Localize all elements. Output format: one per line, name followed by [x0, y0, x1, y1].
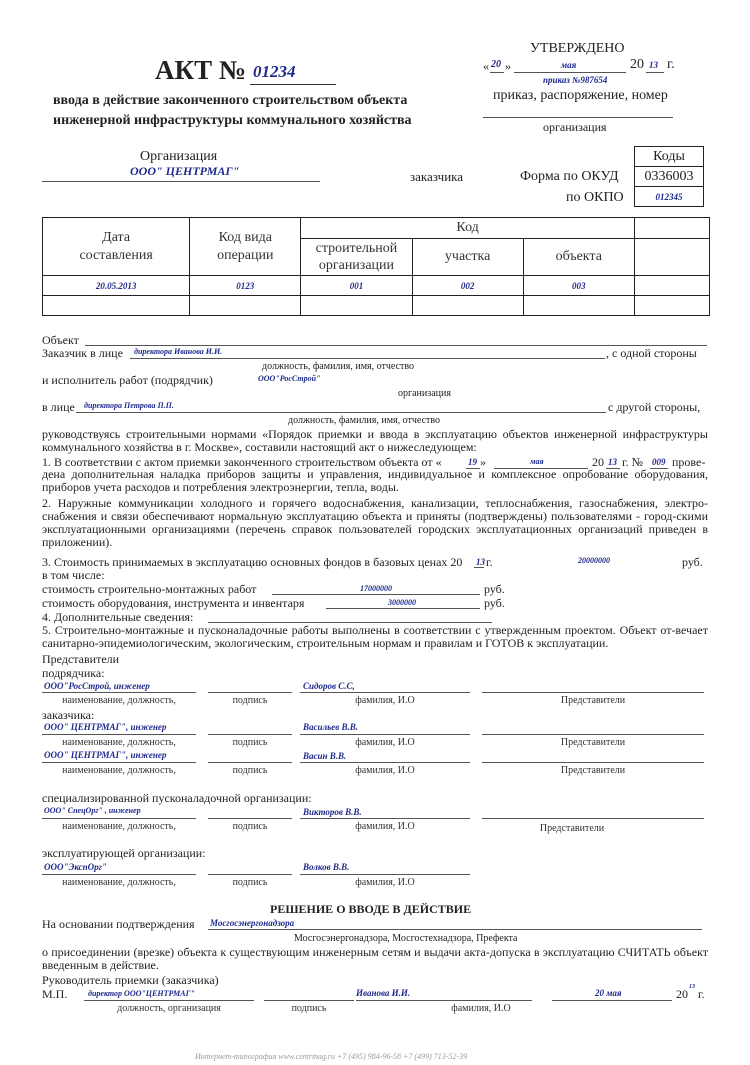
- p4-label: 4. Дополнительные сведения:: [42, 610, 194, 624]
- including-label: в том числе:: [42, 568, 105, 582]
- th-extra: [634, 218, 709, 239]
- sig-line: [300, 874, 470, 875]
- customer-rep-line: [130, 358, 605, 359]
- okud-value[interactable]: 0336003: [635, 167, 704, 187]
- th-construction-org: [301, 239, 412, 276]
- p3-year-suffix: г.: [486, 555, 493, 569]
- cell-date[interactable]: [43, 276, 190, 296]
- cell-empty[interactable]: [634, 296, 709, 316]
- sig-line[interactable]: [264, 1000, 354, 1001]
- approval-day-line: [490, 72, 504, 73]
- th-op-code-label: Код вида операции: [217, 229, 274, 263]
- organization-label: Организация: [140, 149, 218, 164]
- operating-fio[interactable]: Волков В.В.: [303, 862, 350, 872]
- operating-label: эксплуатирующей организации:: [42, 846, 206, 860]
- caption-signature: подпись: [232, 695, 268, 706]
- table-row-empty: [43, 296, 710, 316]
- act-label: АКТ №: [155, 55, 246, 85]
- p3-total[interactable]: 20000000: [578, 556, 610, 565]
- object-label: Объект: [42, 333, 79, 347]
- th-date-label: Дата составления: [79, 229, 153, 263]
- cell-empty[interactable]: [43, 296, 190, 316]
- head-year-prefix: 20: [676, 987, 688, 1001]
- approval-day[interactable]: 20: [491, 59, 501, 70]
- commissioning-fio[interactable]: Викторов В.В.: [303, 807, 362, 817]
- caption-reps: Представители: [560, 695, 626, 706]
- contractor-label: и исполнитель работ (подрядчик): [42, 373, 213, 387]
- caption-fio: фамилия, И.О: [451, 1003, 511, 1014]
- sig-line: [300, 762, 470, 763]
- operating-org[interactable]: ООО"ЭкспОрг": [44, 862, 107, 872]
- p1-cont-head: прове-: [672, 455, 706, 469]
- p1-year[interactable]: 13: [608, 457, 617, 467]
- cell-empty[interactable]: [190, 296, 301, 316]
- approval-year-suffix: г.: [667, 57, 675, 72]
- cell-empty[interactable]: [412, 296, 523, 316]
- customer-label: заказчика: [410, 169, 464, 184]
- commissioning-label: специализированной пусконаладочной организации:: [42, 791, 312, 805]
- contractor-rep-label: подрядчика:: [42, 666, 105, 680]
- approval-month-line: [514, 72, 626, 73]
- th-code-group: Код: [301, 218, 634, 239]
- equip-value[interactable]: 3000000: [388, 598, 416, 607]
- contractor-rep-org[interactable]: ООО"РосСтрой, инженер: [44, 681, 150, 691]
- cell-site[interactable]: [412, 276, 523, 296]
- caption-fio: фамилия, И.О: [355, 765, 415, 776]
- approval-title: УТВЕРЖДЕНО: [530, 41, 625, 56]
- approval-year-line: [646, 72, 664, 73]
- okpo-value-text: 012345: [655, 191, 683, 202]
- stamp-label: М.П.: [42, 987, 68, 1001]
- codes-table: [634, 146, 704, 207]
- p2-paragraph: 2. Наружные коммуникации холодного и горячего водоснабжения, канализации, теплоснабжения, газоснабжения, электро-снабжения и связи обеспечивают нормальную эксплуатацию объекта и приняты (подтверждены) пользователями - город-скими эксплуатационными организациями (перечень справок пользователей городских эксплуатационных организаций приведен в приложении).: [42, 496, 708, 549]
- approval-month[interactable]: мая: [561, 60, 577, 70]
- cell-date-text: 20.05.2013: [95, 280, 137, 291]
- sig-line[interactable]: [482, 734, 704, 735]
- th-site: участка: [412, 239, 523, 276]
- p1-month[interactable]: мая: [530, 457, 544, 466]
- p1-day-close: »: [480, 455, 486, 469]
- sig-line: [42, 874, 196, 875]
- smr-value[interactable]: 17000000: [360, 584, 392, 593]
- caption-reps: Представители: [539, 823, 605, 834]
- commissioning-org[interactable]: ООО" СпецОрг" , инженер: [44, 806, 141, 815]
- decision-basis-caption: Мосгосэнергонадзора, Мосгостехнадзора, Префекта: [294, 933, 518, 944]
- caption-position: должность, организация: [117, 1003, 221, 1014]
- p1-rest: дена дополнительная наладка приборов защиты и управления, индивидуальное и комплексное опробование оборудования, приборов учета расходов и потребления электроэнергии, тепла, воды.: [42, 467, 708, 494]
- approval-org-caption: организация: [543, 120, 607, 134]
- customer-rep-fio-2[interactable]: Васин В.В.: [303, 751, 347, 761]
- cell-op-code[interactable]: [190, 276, 301, 296]
- equip-label: стоимость оборудования, инструмента и инвентаря: [42, 596, 305, 610]
- approval-order[interactable]: приказ №987654: [543, 75, 608, 85]
- sig-line: [84, 1000, 254, 1001]
- smr-label: стоимость строительно-монтажных работ: [42, 582, 257, 596]
- decision-text: о присоединении (врезке) объекта к существующим инженерным сетям и выдачи акта-допуска в эксплуатацию СЧИТАТЬ объект введенным в действие.: [42, 945, 708, 972]
- rep-value[interactable]: директора Петрова П.П.: [84, 401, 174, 410]
- sig-line: [300, 692, 470, 693]
- sig-line[interactable]: [208, 692, 292, 693]
- decision-title: РЕШЕНИЕ О ВВОДЕ В ДЕЙСТВИЕ: [270, 902, 472, 916]
- sig-line: [42, 692, 196, 693]
- approval-year[interactable]: 13: [649, 60, 658, 70]
- rep-label: в лице: [42, 400, 75, 414]
- sig-line: [42, 818, 196, 819]
- footer-text: Интернет-типография www.centrmag.ru +7 (495) 984-96-58 +7 (499) 713-52-39: [195, 1052, 468, 1061]
- caption-fio: фамилия, И.О: [355, 877, 415, 888]
- okpo-value[interactable]: [635, 187, 704, 207]
- approval-order-caption: приказ, распоряжение, номер: [493, 88, 668, 103]
- codes-main-table: [42, 217, 710, 316]
- cell-construction-org[interactable]: [301, 276, 412, 296]
- th-construction-org-label: строительной организации: [315, 241, 398, 273]
- caption-name: наименование, должность,: [62, 877, 176, 888]
- cell-empty[interactable]: [301, 296, 412, 316]
- caption-reps: Представители: [560, 737, 626, 748]
- head-position[interactable]: директор ООО"ЦЕНТРМАГ": [88, 989, 195, 998]
- cell-object[interactable]: [523, 276, 634, 296]
- act-subtitle-line2: инженерной инфраструктуры коммунального хозяйства: [53, 113, 412, 128]
- rep-line: [76, 412, 606, 413]
- caption-reps: Представители: [560, 765, 626, 776]
- okpo-label: по ОКПО: [566, 190, 624, 205]
- customer-rep-org-1[interactable]: ООО" ЦЕНТРМАГ", инженер: [44, 722, 167, 732]
- caption-signature: подпись: [232, 765, 268, 776]
- caption-name: наименование, должность,: [62, 737, 176, 748]
- equip-line: [326, 608, 480, 609]
- sig-line[interactable]: [208, 874, 292, 875]
- p1-start: 1. В соответствии с актом приемки законченного строительством объекта от «: [42, 455, 442, 469]
- smr-currency: руб.: [484, 582, 505, 596]
- contractor-caption: организация: [398, 388, 451, 399]
- caption-name: наименование, должность,: [62, 765, 176, 776]
- rep-suffix: с другой стороны,: [608, 400, 701, 414]
- cell-object-text: 003: [572, 280, 586, 291]
- sig-line[interactable]: [208, 734, 292, 735]
- approval-day-close: »: [505, 59, 511, 73]
- th-op-code: [190, 218, 301, 276]
- approval-year-prefix: 20: [630, 57, 644, 72]
- customer-rep-org-2[interactable]: ООО" ЦЕНТРМАГ", инженер: [44, 750, 167, 760]
- p5-paragraph: 5. Строительно-монтажные и пусконаладочные работы выполнены в соответствии с утвержденным проектом. Объект от-вечает санитарно-эпидемиологическим, экологическим, строительным нормам и правилам и ГОТОВ к эксплуатации.: [42, 623, 708, 650]
- caption-signature: подпись: [232, 877, 268, 888]
- th-date: [43, 218, 190, 276]
- sig-line[interactable]: [482, 692, 704, 693]
- p3-year-line: [474, 567, 484, 568]
- customer-rep-suffix: , с одной стороны: [606, 346, 697, 360]
- rep-caption: должность, фамилия, имя, отчество: [288, 415, 441, 426]
- approval-day-open: «: [483, 59, 489, 73]
- cell-op-code-text: 0123: [236, 280, 255, 291]
- equip-currency: руб.: [484, 596, 505, 610]
- approval-org-line: [483, 117, 673, 118]
- head-date[interactable]: 20 мая: [595, 988, 622, 998]
- head-year[interactable]: 13: [689, 984, 695, 990]
- p1-num-label: г. №: [622, 455, 644, 469]
- smr-line: [272, 594, 480, 595]
- head-year-suffix: г.: [698, 987, 705, 1001]
- sig-line: [300, 734, 470, 735]
- table-row: [43, 276, 710, 296]
- organization-value[interactable]: ООО" ЦЕНТРМАГ": [130, 164, 240, 178]
- okud-label: Форма по ОКУД: [520, 169, 619, 184]
- act-subtitle-line1: ввода в действие законченного строительством объекта: [53, 93, 408, 108]
- contractor-rep-fio[interactable]: Сидоров С.С,: [303, 681, 355, 691]
- sig-line: [42, 762, 196, 763]
- customer-rep-caption: должность, фамилия, имя, отчество: [262, 361, 415, 372]
- caption-name: наименование, должность,: [62, 821, 176, 832]
- p1-num[interactable]: 009: [652, 457, 666, 467]
- decision-basis-line: [208, 929, 702, 930]
- intro-paragraph: руководствуясь строительными нормами «Порядок приемки и ввода в эксплуатацию объектов инженерной инфраструктуры коммунального хозяйства в г. Москве», составили настоящий акт о нижеследующем:: [42, 427, 708, 454]
- customer-rep-value[interactable]: директора Иванова И.И.: [134, 347, 223, 356]
- caption-signature: подпись: [232, 737, 268, 748]
- th-object: объекта: [523, 239, 634, 276]
- act-number[interactable]: 01234: [253, 62, 296, 81]
- caption-signature: подпись: [232, 821, 268, 832]
- cell-construction-org-text: 001: [349, 280, 364, 291]
- p3-year[interactable]: 13: [476, 557, 485, 567]
- sig-line: [356, 1000, 532, 1001]
- p3-currency: руб.: [682, 555, 703, 569]
- caption-fio: фамилия, И.О: [355, 821, 415, 832]
- sig-line: [42, 734, 196, 735]
- p3-label: 3. Стоимость принимаемых в эксплуатацию основных фондов в базовых ценах 20: [42, 555, 463, 569]
- sig-line[interactable]: [482, 818, 704, 819]
- th-extra-2: [634, 239, 709, 276]
- customer-rep-label: Заказчик в лице: [42, 346, 123, 360]
- sig-line[interactable]: [208, 762, 292, 763]
- cell-site-text: 002: [460, 280, 475, 291]
- customer-rep-block-label: заказчика:: [42, 708, 95, 722]
- act-title: [155, 55, 246, 86]
- caption-name: наименование, должность,: [62, 695, 176, 706]
- p1-year-prefix: 20: [592, 455, 604, 469]
- head-fio[interactable]: Иванова И.И.: [356, 988, 411, 998]
- p1-day[interactable]: 19: [468, 457, 477, 467]
- contractor-value[interactable]: ООО"РосСтрой": [258, 374, 321, 383]
- customer-rep-fio-1[interactable]: Васильев В.В.: [303, 722, 359, 732]
- codes-header: Коды: [635, 147, 704, 167]
- act-number-line: [250, 84, 336, 85]
- caption-fio: фамилия, И.О: [355, 737, 415, 748]
- decision-basis-label: На основании подтверждения: [42, 917, 195, 931]
- cell-empty[interactable]: [523, 296, 634, 316]
- caption-signature: подпись: [291, 1003, 327, 1014]
- organization-line: [42, 181, 320, 182]
- sig-line[interactable]: [208, 818, 292, 819]
- sig-line: [552, 1000, 672, 1001]
- cell-extra[interactable]: [634, 276, 709, 296]
- sig-line: [300, 818, 470, 819]
- caption-fio: фамилия, И.О: [355, 695, 415, 706]
- representatives-title: Представители: [42, 652, 120, 666]
- head-label: Руководитель приемки (заказчика): [42, 973, 219, 987]
- sig-line[interactable]: [482, 762, 704, 763]
- decision-basis-value[interactable]: Мосгосэнергонадзора: [210, 918, 295, 928]
